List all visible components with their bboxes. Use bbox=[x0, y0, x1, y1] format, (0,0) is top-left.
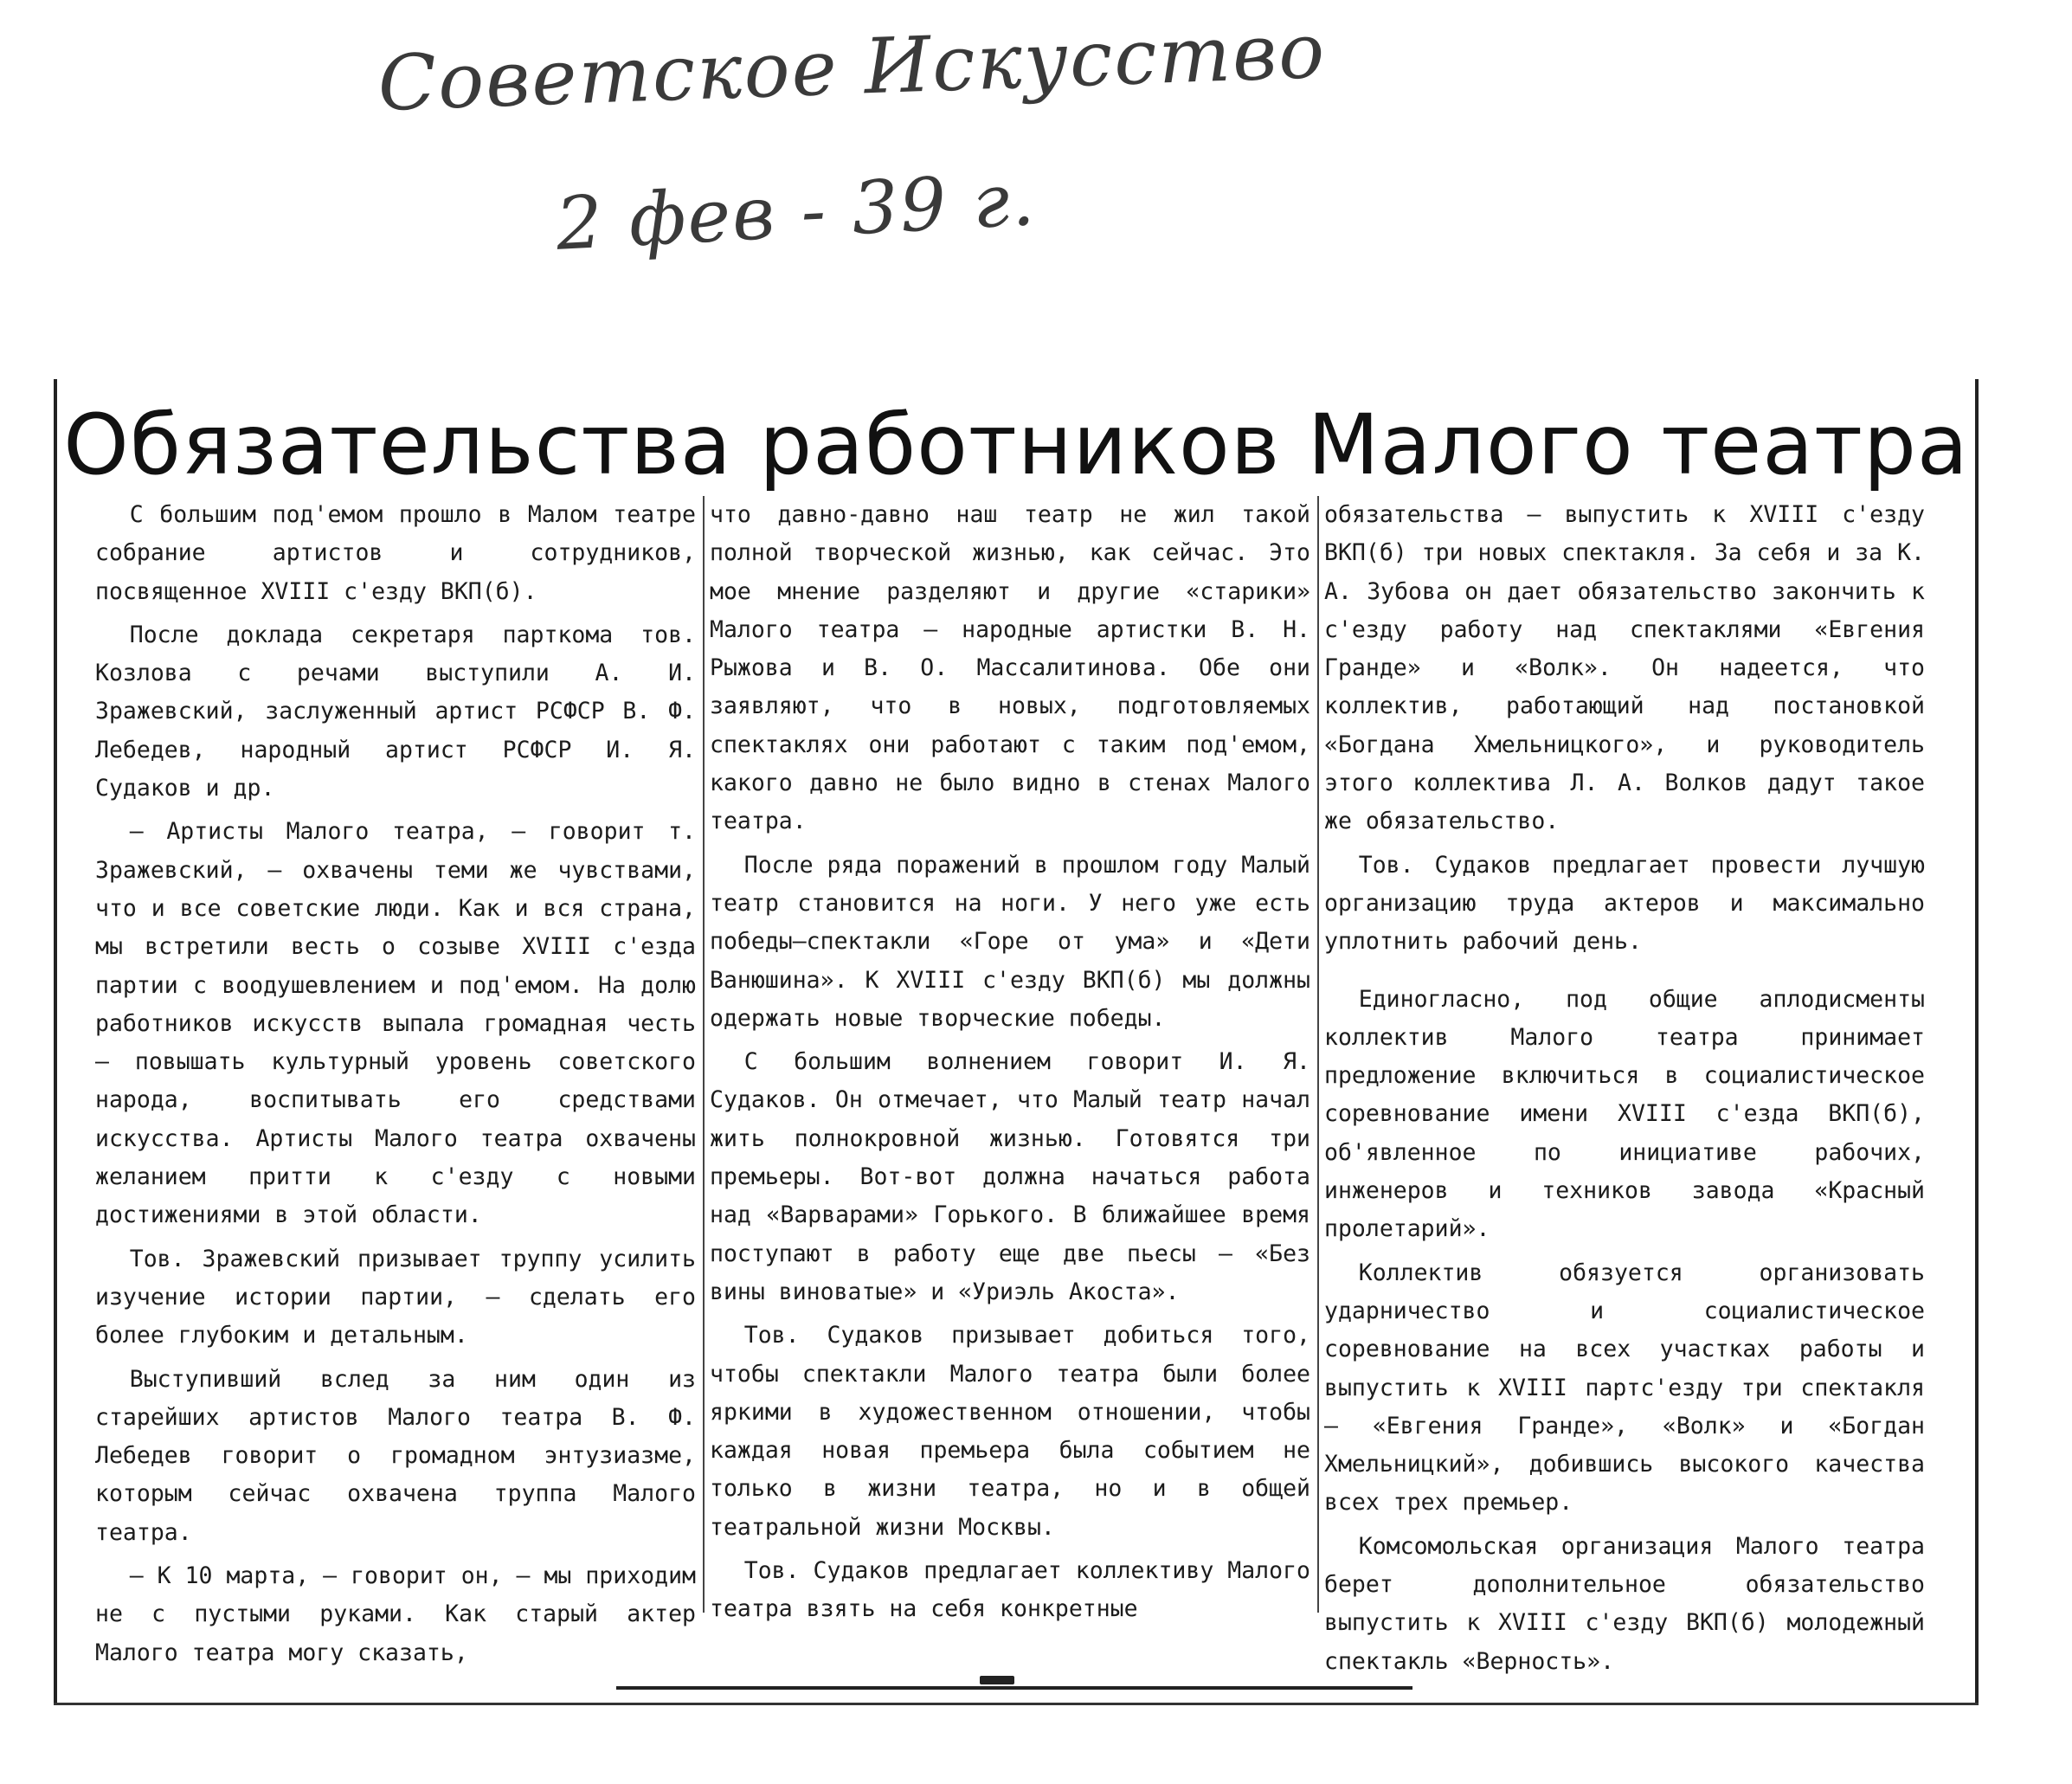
article-end-mark bbox=[980, 1676, 1014, 1684]
paragraph: Выступивший вслед за ним один из старейших артистов Малого театра В. Ф. Лебедев говорит о громадном энтузиазме, которым сейчас охвачена труппа Малого театра. bbox=[95, 1365, 696, 1546]
paragraph: Тов. Судаков призывает добиться того, чтобы спектакли Малого театра были более яркими в художественном отношении, чтобы каждая новая премьера была событием не только в жизни театра, но и в общей театральной жизни Москвы. bbox=[710, 1322, 1310, 1541]
paragraph: Комсомольская организация Малого театра берет дополнительное обязательство выпустить к XVIII с'езду ВКП(б) молодежный спектакль «Верность». bbox=[1324, 1532, 1925, 1675]
clipping-right-rule bbox=[1975, 379, 1979, 1705]
paragraph: — К 10 марта, — говорит он, — мы приходим не с пустыми руками. Как старый актер Малого театра могу сказать, bbox=[95, 1562, 696, 1666]
paragraph: Коллектив обязуется организовать ударничество и социалистическое соревнование на всех участках работы и выпустить к XVIII партс'езду три спектакля — «Евгения Гранде», «Волк» и «Богдан Хмельницкий», добившись высокого качества всех трех премьер. bbox=[1324, 1259, 1925, 1517]
paragraph: С большим под'емом прошло в Малом театре собрание артистов и сотрудников, посвященное XVIII с'езду ВКП(б). bbox=[95, 501, 696, 605]
paragraph: После доклада секретаря парткома тов. Козлова с речами выступили А. И. Зражевский, заслуженный артист РСФСР В. Ф. Лебедев, народный артист РСФСР И. Я. Судаков и др. bbox=[95, 621, 696, 802]
paragraph: Единогласно, под общие аплодисменты коллектив Малого театра принимает предложение включиться в социалистическое соревнование имени XVIII с'езда ВКП(б), об'явленное по инициативе рабочих, инженеров и техников завода «Красный пролетарий». bbox=[1324, 985, 1925, 1243]
paragraph: обязательства — выпустить к XVIII с'езду ВКП(б) три новых спектакля. За себя и за К. А. Зубова он дает обязательство закончить к с'езду работу над спектаклями «Евгения Гранде» и «Волк». Он надеется, что коллектив, работающий над постановкой «Богдана Хмельницкого», и руководитель этого коллектива Л. А. Волков дадут такое же обязательство. bbox=[1324, 501, 1925, 835]
column-divider bbox=[703, 496, 705, 1613]
paragraph: Тов. Судаков предлагает коллективу Малого театра взять на себя конкретные bbox=[710, 1557, 1310, 1623]
paragraph: — Артисты Малого театра, — говорит т. Зражевский, — охвачены теми же чувствами, что и все советские люди. Как и вся страна, мы встретили весть о созыве XVIII с'езда партии с воодушевлением и под'емом. На долю работников искусств выпала громадная честь — повышать культурный уровень советского народа, воспитывать его средствами искусства. Артисты Малого театра охвачены желанием притти к с'езду с новыми достижениями в этой области. bbox=[95, 818, 696, 1229]
paragraph: что давно-давно наш театр не жил такой полной творческой жизнью, как сейчас. Это мое мнение разделяют и другие «старики» Малого театра — народные артистки В. Н. Рыжова и В. О. Массалитинова. Обе они заявляют, что в новых, подготовляемых спектаклях они работают с таким под'емом, какого давно не было видно в стенах Малого театра. bbox=[710, 501, 1310, 835]
paragraph: С большим волнением говорит И. Я. Судаков. Он отмечает, что Малый театр начал жить полнокровной жизнью. Готовятся три премьеры. Вот-вот должна начаться работа над «Варварами» Горького. В ближайшее время поступают в работу еще две пьесы — «Без вины виноватые» и «Уриэль Акоста». bbox=[710, 1048, 1310, 1305]
paragraph: После ряда поражений в прошлом году Малый театр становится на ноги. У него уже есть победы—спектакли «Горе от ума» и «Дети Ванюшина». К XVIII с'езду ВКП(б) мы должны одержать новые творческие победы. bbox=[710, 851, 1310, 1032]
paragraph: Тов. Судаков предлагает провести лучшую организацию труда актеров и максимально уплотнить рабочий день. bbox=[1324, 851, 1925, 956]
column-divider bbox=[1317, 496, 1319, 1613]
article-headline: Обязательства работников Малого театра bbox=[63, 396, 1969, 493]
clipping-bottom-rule bbox=[54, 1703, 1979, 1705]
article-column-3 bbox=[1324, 496, 1925, 1675]
article-end-rule bbox=[616, 1686, 1412, 1690]
newspaper-clipping bbox=[54, 379, 1979, 1705]
article-column-1 bbox=[95, 496, 696, 1666]
handwritten-date-note: 2 фев - 39 г. bbox=[554, 156, 1039, 267]
paragraph: Тов. Зражевский призывает труппу усилить изучение истории партии, — сделать его более глубоким и детальным. bbox=[95, 1245, 696, 1349]
clipping-left-rule bbox=[54, 379, 57, 1705]
article-column-2 bbox=[710, 496, 1310, 1630]
handwritten-source-note: Советское Искусство bbox=[376, 5, 1328, 128]
